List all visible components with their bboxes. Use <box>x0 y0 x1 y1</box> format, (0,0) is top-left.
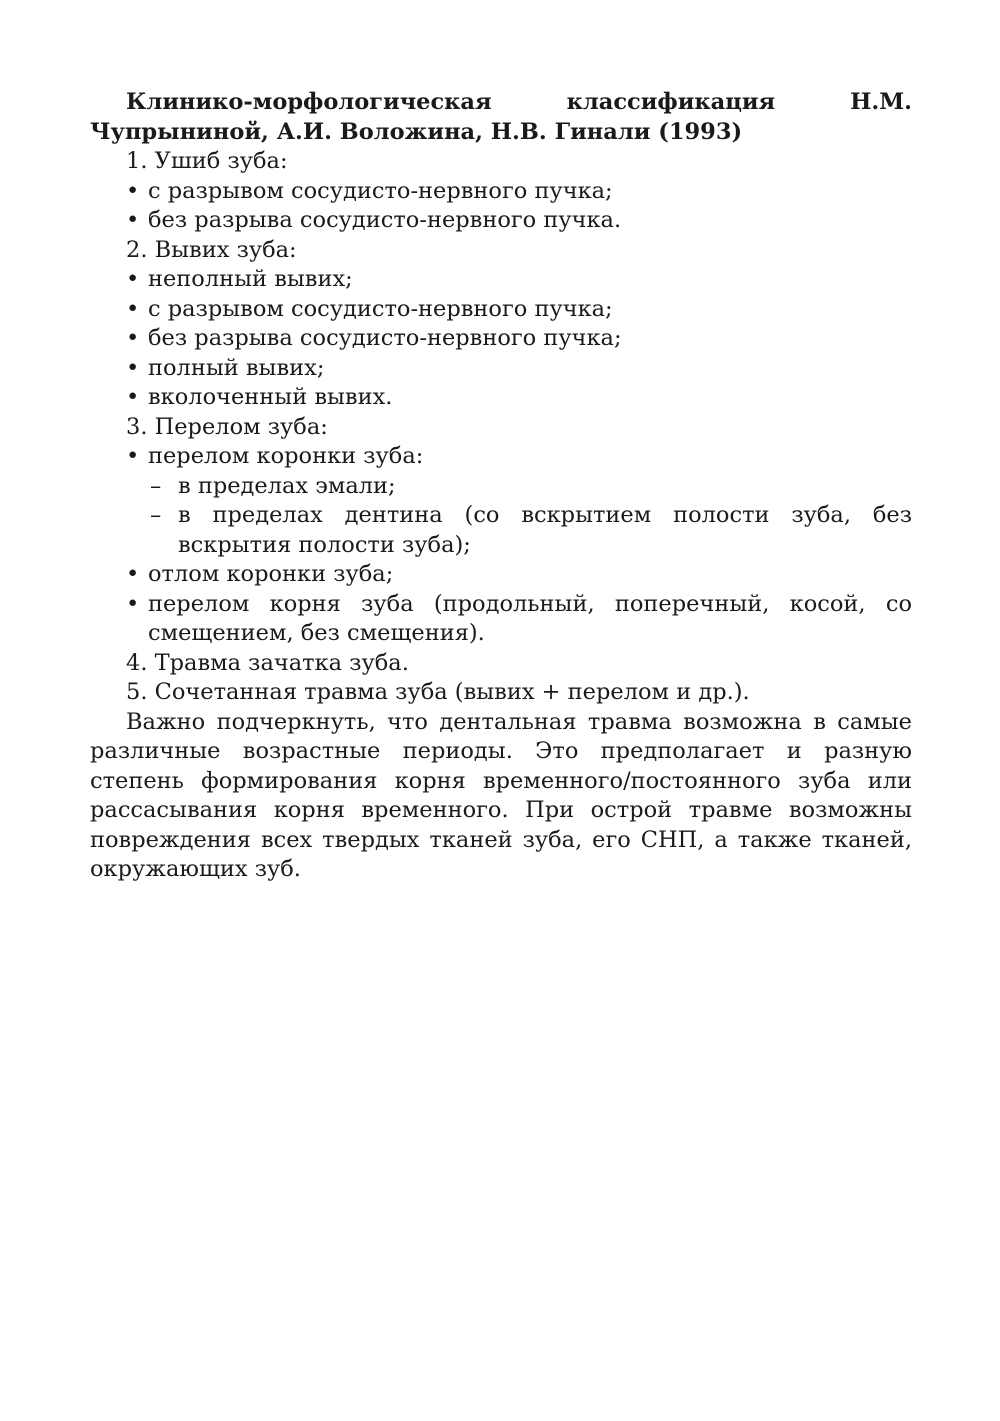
bullet-item-text: с разрывом сосудисто-нервного пучка; <box>148 177 613 204</box>
bullet-item <box>90 206 912 236</box>
bullet-marker: • <box>126 590 140 617</box>
bullet-marker: • <box>126 561 140 587</box>
bullet-marker: • <box>126 177 140 204</box>
bullet-item-text: неполный вывих; <box>148 266 353 292</box>
bullet-marker: • <box>126 325 140 351</box>
bullet-marker: • <box>126 443 140 469</box>
bullet-item-text: полный вывих; <box>148 354 325 381</box>
bullet-marker: • <box>126 207 140 233</box>
dash-subitem <box>90 501 912 560</box>
section-2-title: 2. Вывих зуба: <box>126 236 297 263</box>
bullet-item-text: без разрыва сосудисто-нервного пучка. <box>148 207 622 233</box>
bullet-item-text: перелом корня зуба (продольный, поперечный, косой, со смещением, без смещения). <box>148 590 912 646</box>
body-paragraph: Важно подчеркнуть, что дентальная травма возможна в самые различные возрастные периоды. Это предполагает и разную степень формирования корня временного/постоянного зуба или рассасывания корня временного. При острой травме возможны повреждения всех твердых тканей зуба, его СНП, а также тканей, окружающих зуб. <box>90 708 912 882</box>
bullet-marker: • <box>126 354 140 381</box>
bullet-marker: • <box>126 295 140 322</box>
dash-marker: – <box>150 502 162 528</box>
bullet-item <box>90 560 912 590</box>
bullet-item <box>90 295 912 325</box>
bullet-marker: • <box>126 384 140 410</box>
bullet-item <box>90 442 912 472</box>
bullet-marker: • <box>126 266 140 292</box>
bullet-item <box>90 177 912 207</box>
section-4-title: 4. Травма зачатка зуба. <box>126 649 409 676</box>
bullet-item-text: вколоченный вывих. <box>148 384 393 410</box>
section-5-title: 5. Сочетанная травма зуба (вывих + перелом и др.). <box>126 679 750 705</box>
bullet-item <box>90 383 912 413</box>
dash-subitem <box>90 472 912 502</box>
section-3-title: 3. Перелом зуба: <box>126 413 328 440</box>
dash-subitem-text: в пределах дентина (со вскрытием полости зуба, без вскрытия полости зуба); <box>178 502 912 558</box>
section-1-title: 1. Ушиб зуба: <box>126 148 288 174</box>
bullet-item <box>90 265 912 295</box>
bullet-item-text: отлом коронки зуба; <box>148 561 394 587</box>
classification-heading: Клинико-морфологическая классификация Н.М. Чупрыниной, А.И. Воложина, Н.В. Гинали (1993) <box>90 89 912 145</box>
bullet-item-text: с разрывом сосудисто-нервного пучка; <box>148 295 613 322</box>
dash-marker: – <box>150 472 162 499</box>
bullet-item <box>90 590 912 649</box>
page-content <box>90 88 912 885</box>
bullet-item <box>90 324 912 354</box>
bullet-item <box>90 354 912 384</box>
bullet-item-text: без разрыва сосудисто-нервного пучка; <box>148 325 622 351</box>
bullet-item-text: перелом коронки зуба: <box>148 443 424 469</box>
dash-subitem-text: в пределах эмали; <box>178 472 396 499</box>
